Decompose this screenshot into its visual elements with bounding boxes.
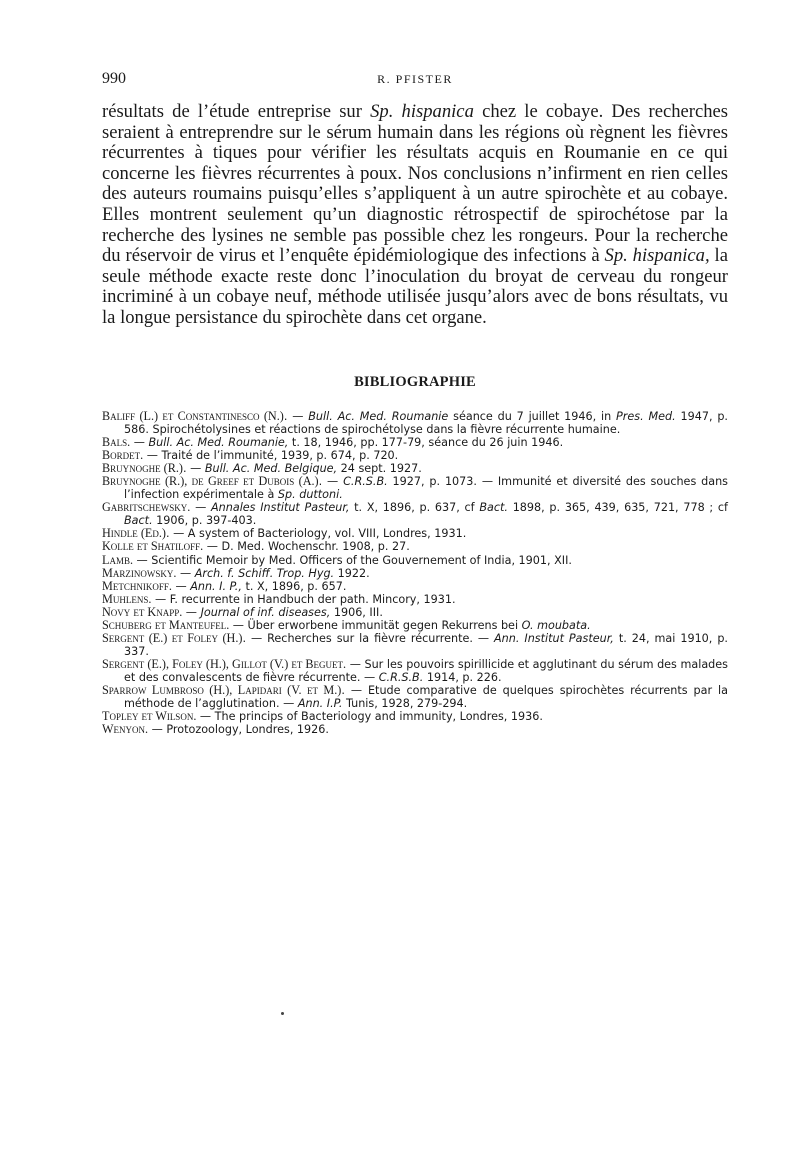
- reference-text: 1947, p. 586. Spirochétolysines et réactions de spirochétolyse dans la fièvre récurrente humaine.: [124, 410, 728, 437]
- reference-author: Wenyon.: [102, 722, 149, 737]
- reference-text: . — Recherches sur la fièvre récurrente. —: [242, 631, 495, 645]
- reference-text: —: [130, 436, 149, 450]
- reference-title-italic: Annales Institut Pasteur,: [211, 501, 350, 515]
- reference-text: — Über erworbene immunität gegen Rekurrens bei: [229, 618, 522, 632]
- reference-title-italic: Bact.: [124, 514, 153, 528]
- reference-author: Schuberg et Manteufel.: [102, 617, 230, 632]
- reference-entry: [102, 436, 728, 449]
- reference-author: Topley et Wilson.: [102, 709, 197, 724]
- reference-text: 24 sept. 1927.: [337, 462, 422, 476]
- reference-title-italic: Bull. Ac. Med. Roumanie: [308, 410, 449, 423]
- reference-text: — Traité de l’immunité, 1939, p. 674, p. 720.: [143, 449, 399, 463]
- reference-text: . —: [182, 462, 205, 476]
- reference-author: Metchnikoff.: [102, 578, 172, 593]
- reference-title-italic: C.R.S.B.: [378, 670, 424, 684]
- reference-title-italic: Ann. I. P.,: [190, 579, 242, 593]
- reference-entry: [102, 658, 728, 684]
- reference-text: . — A system of Bacteriology, vol. VIII, Londres, 1931.: [165, 527, 467, 541]
- reference-author: Sergent (E.), Foley (H.), Gillot (V.) et Beguet.: [102, 656, 347, 671]
- reference-entry: [102, 632, 728, 658]
- reference-entry: [102, 710, 728, 723]
- reference-text: 1898, p. 365, 439, 635, 721, 778 ; cf: [507, 501, 728, 515]
- reference-entry: [102, 449, 728, 462]
- reference-author: Kolle et Shatiloff.: [102, 539, 204, 554]
- reference-author: Bals.: [102, 435, 131, 450]
- reference-text: 1927, p. 1073. — Immunité et diversité des souches dans l’infection expérimentale à: [124, 475, 729, 502]
- reference-author: Sergent (E.) et Foley (H.): [102, 630, 243, 645]
- reference-entry: [102, 540, 728, 553]
- stray-dot-mark: [281, 1012, 284, 1015]
- reference-text: 1922.: [334, 566, 370, 580]
- reference-text: 1906, p. 397-403.: [152, 514, 257, 528]
- reference-text: . —: [318, 475, 344, 489]
- reference-entry: [102, 554, 728, 567]
- reference-text: — Scientific Memoir by Med. Officers of the Gouvernement of India, 1901, XII.: [133, 553, 572, 567]
- reference-text: — Protozoology, Londres, 1926.: [148, 723, 329, 737]
- reference-text: —: [176, 566, 195, 580]
- reference-text: t. 24, mai 1910, p. 337.: [124, 631, 728, 658]
- reference-text: 1906, III.: [330, 605, 383, 619]
- reference-author: Marzinowsky.: [102, 565, 177, 580]
- reference-title-italic: Bull. Ac. Med. Roumanie,: [148, 436, 289, 450]
- running-head-author: R. PFISTER: [377, 72, 453, 86]
- reference-entry: [102, 475, 728, 501]
- reference-entry: [102, 580, 728, 593]
- reference-author: Bordet.: [102, 448, 144, 463]
- reference-text: —: [190, 501, 211, 515]
- bibliography-list: [102, 410, 728, 736]
- page-header: [102, 70, 728, 90]
- reference-title-italic: Journal of inf. diseases,: [200, 605, 331, 619]
- body-text-run: résultats de l’étude entreprise sur: [102, 101, 371, 122]
- reference-text: . — Etude comparative de quelques spirochètes récurrents par la méthode de l’agglutination. —: [124, 683, 728, 711]
- species-name-italic: Sp. hispanica: [370, 101, 474, 122]
- reference-text: —: [182, 605, 201, 619]
- reference-author: Sparrow Lumbroso (H.), Lapidari (V. et M.): [102, 682, 342, 697]
- reference-title-italic: C.R.S.B.: [343, 475, 388, 489]
- reference-title-italic: Bull. Ac. Med. Belgique,: [204, 462, 338, 476]
- reference-title-italic: Bact.: [479, 501, 508, 515]
- reference-author: Bruynoghe (R.), de Greef et Dubois (A.): [102, 474, 319, 489]
- reference-text: — D. Med. Wochenschr. 1908, p. 27.: [203, 540, 410, 554]
- reference-entry: [102, 567, 728, 580]
- reference-author: Gabritschewsky.: [102, 500, 191, 515]
- reference-author: Bruynoghe (R.): [102, 461, 183, 476]
- reference-text: — The princips of Bacteriology and immunity, Londres, 1936.: [196, 710, 543, 724]
- reference-author: Baliff (L.) et Constantinesco (N.): [102, 409, 284, 423]
- body-text-run: la seule méthode exacte reste donc l’inoculation du broyat de cerveau du rongeur incriminé à un cobaye neuf, méthode utilisée jusqu’alors avec de bons résultats, vu la longue persistance du spirochète dans cet organe.: [102, 245, 728, 328]
- reference-author: Muhlens.: [102, 591, 152, 606]
- reference-title-italic: Ann. Institut Pasteur,: [494, 631, 614, 645]
- body-text-run: chez le cobaye. Des recherches seraient à entreprendre sur le sérum humain dans les régions où règnent les fièvres récurrentes à tiques pour vérifier les résultats acquis en Roumanie en ce qui concerne les fièvres récurrentes à poux. Nos conclusions n’infirment en rien celles des auteurs roumains puisqu’elles s’appliquent à un autre spirochète et au cobaye. Elles montrent seulement qu’un diagnostic rétrospectif de spirochétose par la recherche des lysines ne semble pas possible chez les rongeurs. Pour la recherche du réservoir de virus et l’enquête épidémiologique des infections à: [102, 101, 728, 267]
- reference-text: —: [171, 579, 191, 593]
- bibliography-heading: BIBLIOGRAPHIE: [354, 374, 476, 390]
- reference-text: séance du 7 juillet 1946, in: [448, 410, 617, 423]
- reference-text: . —: [283, 410, 309, 423]
- reference-author: Hindle (Ed.): [102, 526, 166, 541]
- reference-text: — Sur les pouvoirs spirillicide et agglutinant du sérum des malades et des convalescents de fièvre récurrente. —: [124, 657, 728, 684]
- reference-entry: [102, 723, 728, 736]
- reference-entry: [102, 593, 728, 606]
- species-name-italic: Sp. hispanica,: [604, 245, 710, 267]
- reference-author: Novy et Knapp.: [102, 604, 183, 619]
- reference-author: Lamb.: [102, 552, 133, 567]
- reference-title-italic: O. moubata.: [521, 618, 591, 632]
- reference-text: t. 18, 1946, pp. 177-79, séance du 26 juin 1946.: [288, 436, 564, 450]
- page-number: 990: [102, 70, 126, 87]
- reference-text: t. X, 1896, p. 637, cf: [349, 501, 480, 515]
- reference-text: 1914, p. 226.: [423, 670, 502, 684]
- reference-entry: [102, 410, 728, 436]
- reference-title-italic: Ann. I.P.: [297, 697, 343, 711]
- reference-entry: [102, 501, 728, 527]
- reference-text: Tunis, 1928, 279-294.: [342, 697, 468, 711]
- reference-title-italic: Arch. f. Schiff. Trop. Hyg.: [194, 566, 335, 580]
- reference-entry: [102, 684, 728, 710]
- body-paragraph: [102, 102, 728, 329]
- reference-text: — F. recurrente in Handbuch der path. Mincory, 1931.: [151, 592, 456, 606]
- reference-title-italic: Pres. Med.: [616, 410, 676, 423]
- reference-title-italic: Sp. duttoni.: [277, 488, 343, 502]
- reference-text: t. X, 1896, p. 657.: [241, 579, 347, 593]
